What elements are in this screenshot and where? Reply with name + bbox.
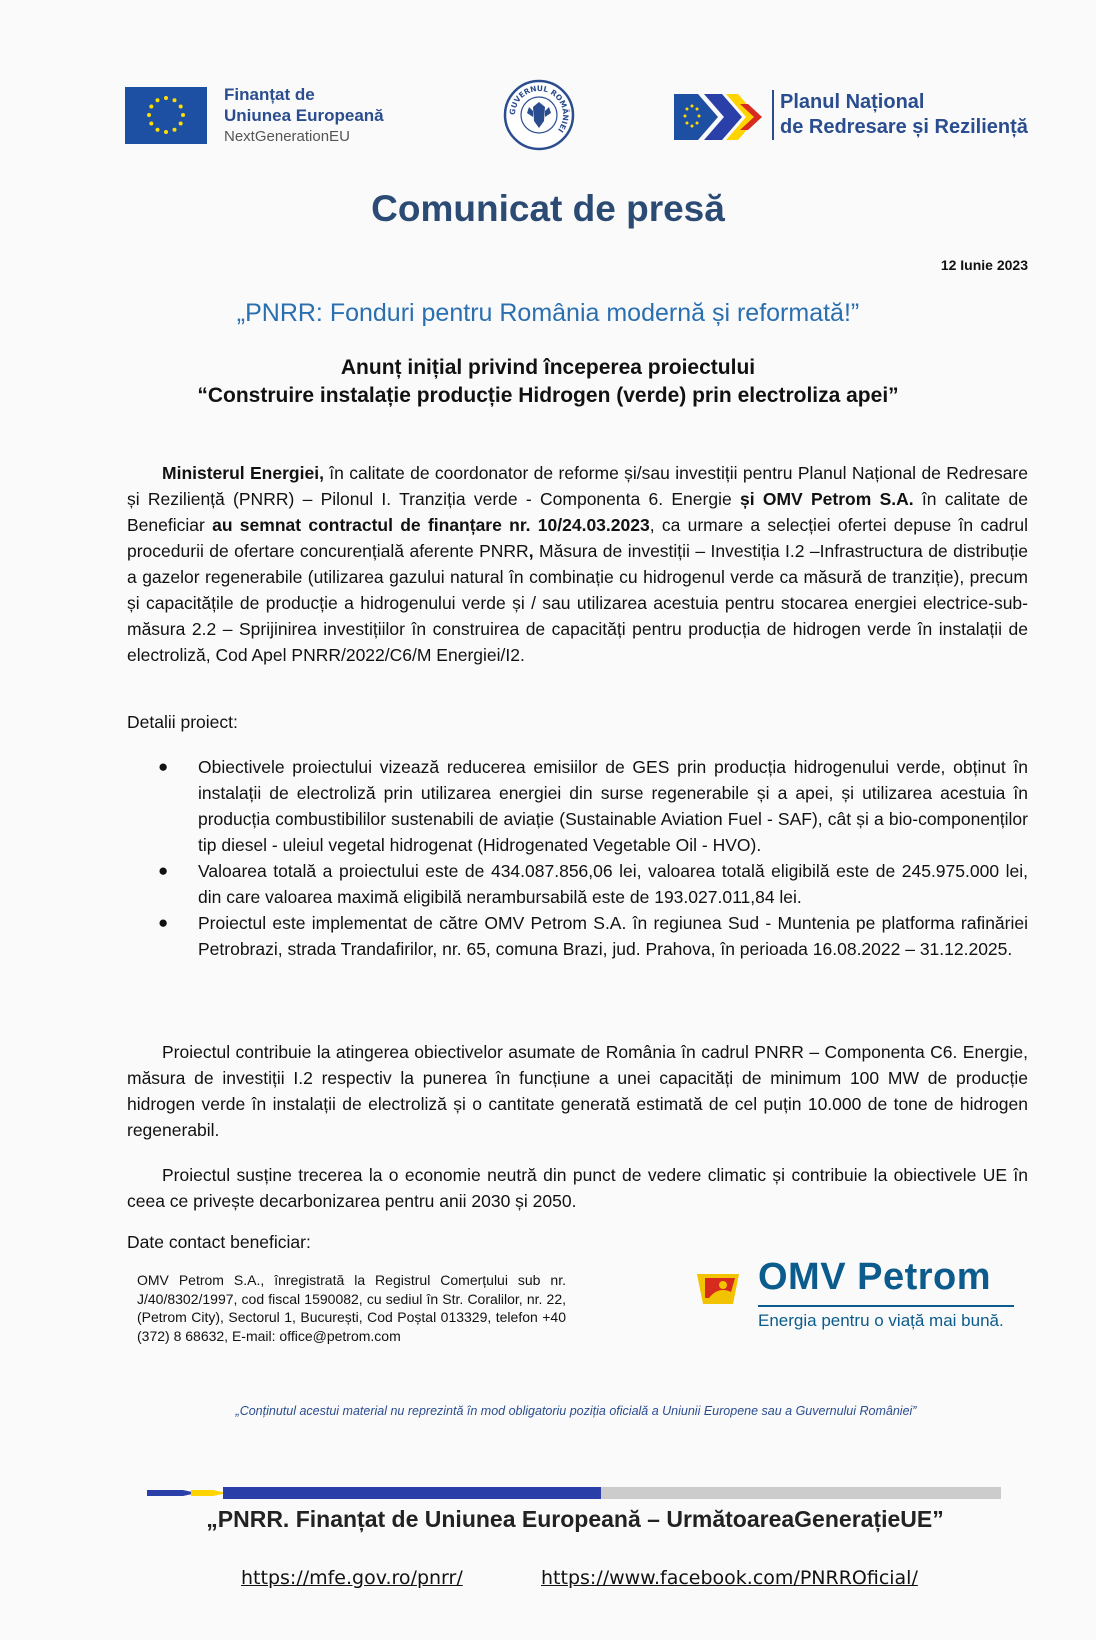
intro-bold-contract: au semnat contractul de finanțare nr. 10/24.03.2023 (212, 515, 650, 535)
pnrr-logo-line1: Planul Național (780, 91, 925, 113)
release-date: 12 Iunie 2023 (940, 257, 1028, 273)
contact-details: OMV Petrom S.A., înregistrată la Registrul Comerțului sub nr. J/40/8302/1997, cod fiscal 1590082, cu sediul în Str. Coralilor, nr. 22, (Petrom City), Sectorul 1, București, Cod Poștal 013329, telefon +40 (372) 8 68632, E-mail: office@petrom.com (137, 1272, 566, 1344)
announcement-subtitle (0, 354, 1096, 410)
details-list (127, 754, 1028, 962)
eu-flag-icon (125, 87, 207, 144)
pnrr-logo-text (772, 90, 1028, 140)
intro-text4: Măsura de investiții – Investiția I.2 –Infrastructura de distribuție a gazelor regenerabile (utilizarea gazului natural în combinație cu hidrogenul verde ca măsură de tranziție), precum și capacitățile de producție a hidrogenului verde și / sau utilizarea acestuia pentru stocarea energiei electrice-sub-măsura 2.2 – Sprijinirea investițiilor în construirea de capacități pentru producția de hidrogen verde în instalații de electroliză, Cod Apel PNRR/2022/C6/M Energiei/I2. (127, 541, 1028, 665)
facebook-link[interactable]: https://www.facebook.com/PNRROficial/ (541, 1567, 918, 1589)
intro-paragraph (127, 460, 1028, 668)
subtitle-line1: Anunț inițial privind începerea proiectului (340, 356, 756, 379)
mfe-link[interactable]: https://mfe.gov.ro/pnrr/ (241, 1567, 463, 1589)
bullet-icon: ● (158, 913, 169, 932)
paragraph-objectives: Proiectul contribuie la atingerea obiectivelor asumate de România în cadrul PNRR – Componenta C6. Energie, măsura de investiții I.2 respectiv la punerea în funcțiune a unei capacități de minimum 100 MW de producție hidrogen verde în instalații de electroliză și o cantitate generată estimată de cel puțin 10.000 de tone de hidrogen regenerabil. (127, 1042, 1028, 1140)
government-seal-icon (503, 77, 575, 153)
omv-petrom-name: OMV Petrom (758, 1256, 992, 1298)
pnrr-logo-line2: de Redresare și Reziliență (780, 116, 1028, 138)
subtitle-line2: “Construire instalație producție Hidrogen (verde) prin electroliza apei” (197, 384, 899, 407)
list-item (127, 754, 1028, 858)
bullet-icon: ● (158, 861, 169, 880)
omv-petrom-tagline: Energia pentru o viață mai bună. (758, 1311, 1004, 1330)
intro-text3: , ca urmare a selecției ofertei depuse în cadrul procedurii de ofertare concurențială aferente PNRR (127, 515, 1028, 561)
eu-logo-line1: Finanțat de (224, 85, 315, 104)
omv-divider (758, 1305, 1014, 1307)
gov-seal-text: GUVERNUL ROMÂNIEI (507, 83, 571, 135)
omv-petrom-mark-icon (693, 1268, 743, 1310)
bullet-icon: ● (158, 757, 169, 776)
pnrr-logo-icon (674, 88, 764, 146)
eu-logo-line2: Uniunea Europeană (224, 106, 384, 125)
eu-logo-text (224, 84, 384, 147)
bullet-text: Valoarea totală a proiectului este de 434.087.856,06 lei, valoarea totală eligibilă este de 245.975.000 lei, din care valoarea maximă eligibilă nerambursabilă este de 193.027.011,84 lei. (198, 861, 1028, 907)
pnrr-slogan: „PNRR: Fonduri pentru România modernă și reformată!” (236, 299, 860, 327)
intro-bold-comma: , (528, 541, 534, 561)
footer-slogan: „PNRR. Finanțat de Uniunea Europeană – UrmătoareaGenerațieUE” (206, 1506, 944, 1532)
page-title: Comunicat de presă (371, 188, 725, 229)
footer-color-bar (147, 1487, 1001, 1499)
list-item (127, 858, 1028, 910)
bullet-text: Obiectivele proiectului vizează reducerea emisiilor de GES prin producția hidrogenului verde, obținut în instalații de electroliză prin utilizarea energiei din surse regenerabile și a apei, și utilizarea acestuia în producția combustibililor sustenabili de aviație (Sustainable Aviation Fuel - SAF), cât și a bio-componenților tip diesel - uleiul vegetal hidrogenat (Hidrogenated Vegetable Oil - HVO). (198, 757, 1028, 855)
intro-text2: în calitate de Beneficiar (127, 489, 1028, 535)
intro-text1: în calitate de coordonator de reforme și/sau investiții pentru Planul Național de Redresare și Reziliență (PNRR) – Pilonul I. Tranziția verde - Componenta 6. Energie (127, 463, 1028, 509)
contact-label: Date contact beneficiar: (127, 1232, 311, 1252)
ministry-name: Ministerul Energiei, (162, 463, 324, 483)
list-item (127, 910, 1028, 962)
eu-disclaimer: „Conținutul acestui material nu reprezintă în mod obligatoriu poziția oficială a Uniunii Europene sau a Guvernului României” (235, 1404, 917, 1418)
paragraph-climate: Proiectul susține trecerea la o economie neutră din punct de vedere climatic și contribuie la obiectivele UE în ceea ce privește decarbonizarea pentru anii 2030 și 2050. (127, 1165, 1028, 1211)
bullet-text: Proiectul este implementat de către OMV Petrom S.A. în regiunea Sud - Muntenia pe platforma rafinăriei Petrobrazi, strada Trandafirilor, nr. 65, comuna Brazi, jud. Prahova, în perioada 16.08.2022 – 31.12.2025. (198, 913, 1028, 959)
eu-logo-line3: NextGenerationEU (224, 128, 350, 145)
intro-bold-beneficiary: și OMV Petrom S.A. (739, 489, 914, 509)
details-label: Detalii proiect: (127, 712, 238, 732)
